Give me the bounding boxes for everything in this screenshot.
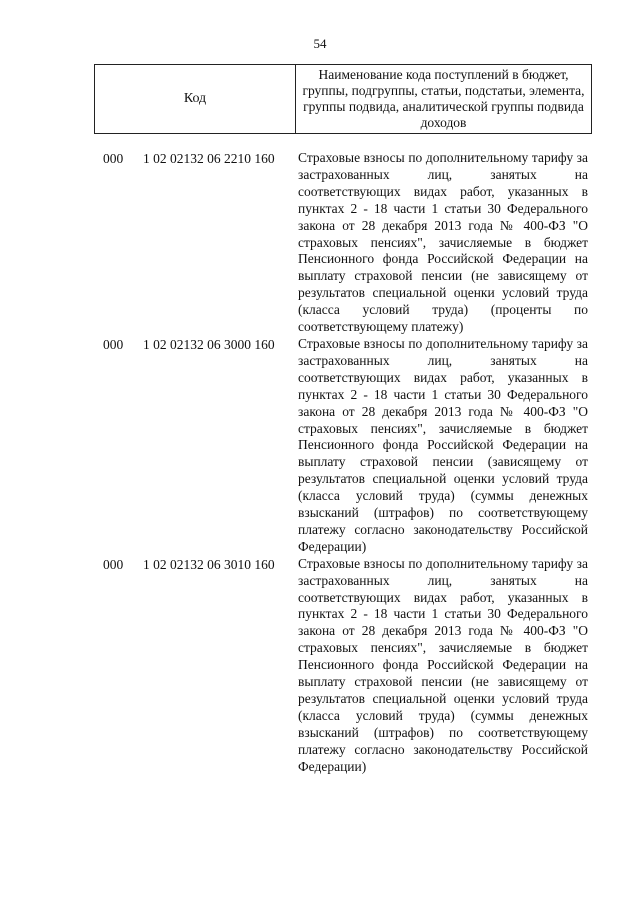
revenue-code: 1 02 02132 06 3010 160 [143, 556, 275, 572]
code-description: Страховые взносы по дополнительному тарифу за застрахованных лиц, занятых на соответствующих видах работ, указанных в пунктах 2 - 18 части 1 статьи 30 Федерального закона от 28 декабря 2013 года № 400-ФЗ "О страховых пенсиях", зачисляемые в бюджет Пенсионного фонда Российской Федерации на выплату страховой пенсии (зависящему от результатов специальной оценки условий труда (класса условий труда) (суммы денежных взысканий (штрафов) по соответствующему платежу согласно законодательству Российской Федерации) [298, 335, 588, 554]
code-description: Страховые взносы по дополнительному тарифу за застрахованных лиц, занятых на соответствующих видах работ, указанных в пунктах 2 - 18 части 1 статьи 30 Федерального закона от 28 декабря 2013 года № 400-ФЗ "О страховых пенсиях", зачисляемые в бюджет Пенсионного фонда Российской Федерации на выплату страховой пенсии (не зависящему от результатов специальной оценки условий труда (класса условий труда) (проценты по соответствующему платежу) [298, 150, 588, 335]
admin-code: 000 [103, 336, 124, 352]
code-description: Страховые взносы по дополнительному тарифу за застрахованных лиц, занятых на соответствующих видах работ, указанных в пунктах 2 - 18 части 1 статьи 30 Федерального закона от 28 декабря 2013 года № 400-ФЗ "О страховых пенсиях", зачисляемые в бюджет Пенсионного фонда Российской Федерации на выплату страховой пенсии (не зависящему от результатов специальной оценки условий труда (класса условий труда) (суммы денежных взысканий (штрафов) по соответствующему платежу согласно законодательству Российской Федерации) [298, 555, 588, 774]
header-name-cell: Наименование кода поступлений в бюджет, группы, подгруппы, статьи, подстатьи, элемента, группы подвида, аналитической группы подвида доходов [302, 67, 585, 130]
code-row [0, 150, 640, 336]
page-number: 54 [313, 36, 327, 51]
admin-code: 000 [103, 151, 124, 166]
header-table [94, 64, 592, 134]
code-row [0, 556, 640, 776]
code-row [0, 336, 640, 556]
header-code-cell: Код [95, 65, 296, 133]
admin-code: 000 [103, 556, 124, 572]
code-list [0, 150, 640, 776]
revenue-code: 1 02 02132 06 2210 160 [143, 151, 275, 166]
revenue-code: 1 02 02132 06 3000 160 [143, 336, 275, 352]
